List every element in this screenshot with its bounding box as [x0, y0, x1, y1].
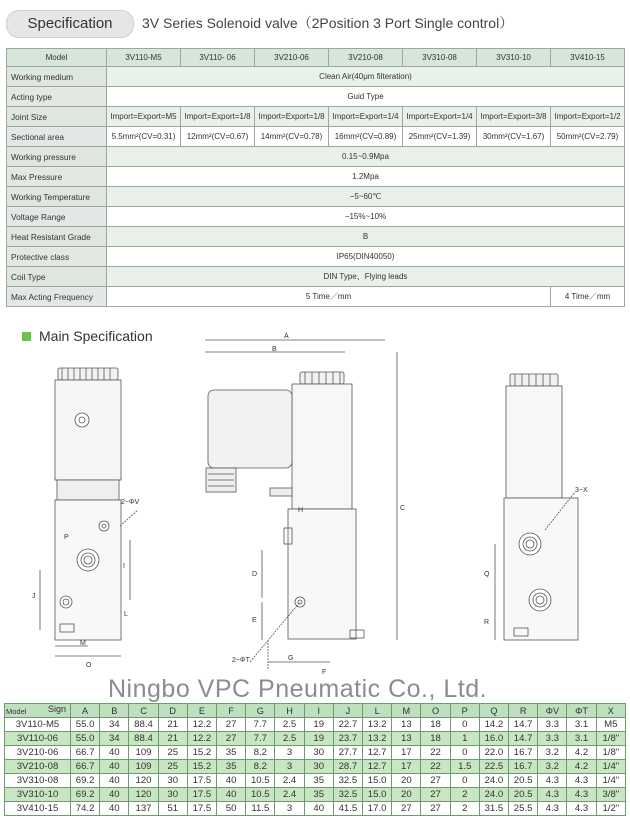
spec-value: 5 Time／mm	[107, 287, 551, 307]
value-cell: 40	[100, 746, 129, 760]
value-cell: 27	[421, 788, 450, 802]
model-label: Model	[7, 49, 107, 67]
spec-label: Max Pressure	[7, 167, 107, 187]
value-cell: 21	[158, 718, 187, 732]
value-cell: 1/4"	[596, 774, 625, 788]
spec-row-voltage-range	[7, 207, 625, 227]
value-cell: 13	[392, 718, 421, 732]
column-header: J	[333, 704, 362, 718]
spec-value: Guid Type	[107, 87, 625, 107]
spec-row-working-temperature	[7, 187, 625, 207]
value-cell: 3.1	[567, 732, 596, 746]
value-cell: 3.2	[538, 760, 567, 774]
value-cell: 17.0	[363, 802, 392, 816]
value-cell: 4.3	[567, 774, 596, 788]
model-cell: 3V210-08	[329, 49, 403, 67]
spec-label: Protective class	[7, 247, 107, 267]
spec-label: Acting type	[7, 87, 107, 107]
value-cell: 4.2	[567, 746, 596, 760]
value-cell: 15.2	[187, 760, 216, 774]
spec-value: 25mm²(CV=1.39)	[403, 127, 477, 147]
column-header: L	[363, 704, 392, 718]
value-cell: 27	[217, 718, 246, 732]
value-cell: 1.5	[450, 760, 479, 774]
column-header: O	[421, 704, 450, 718]
value-cell: 2.4	[275, 774, 304, 788]
spec-value: Import=Export=1/4	[329, 107, 403, 127]
value-cell: 35	[217, 760, 246, 774]
value-cell: 13	[392, 732, 421, 746]
label-e: E	[252, 617, 257, 624]
value-cell: M5	[596, 718, 625, 732]
value-cell: 34	[100, 732, 129, 746]
label-d: D	[252, 571, 258, 578]
value-cell: 20	[392, 774, 421, 788]
value-cell: 2	[450, 802, 479, 816]
value-cell: 4.3	[567, 788, 596, 802]
value-cell: 7.7	[246, 718, 275, 732]
value-cell: 25.5	[509, 802, 538, 816]
column-header: C	[129, 704, 158, 718]
value-cell: 2	[450, 788, 479, 802]
spec-value: Import=Export=M5	[107, 107, 181, 127]
value-cell: 28.7	[333, 760, 362, 774]
spec-row-joint-size	[7, 107, 625, 127]
value-cell: 17	[392, 760, 421, 774]
value-cell: 22.7	[333, 718, 362, 732]
value-cell: 13.2	[363, 732, 392, 746]
label-a: A	[284, 333, 289, 340]
column-header: Q	[479, 704, 508, 718]
main-spec-title: Main Specification	[39, 328, 153, 344]
value-cell: 32.5	[333, 774, 362, 788]
spec-value: −15%~10%	[107, 207, 625, 227]
spec-row-sectional-area	[7, 127, 625, 147]
table-row	[5, 802, 626, 816]
model-heading: Model	[6, 707, 27, 716]
spec-value: Clean Air(40μm filteration)	[107, 67, 625, 87]
value-cell: 27	[421, 802, 450, 816]
value-cell: 30	[304, 746, 333, 760]
value-cell: 74.2	[71, 802, 100, 816]
value-cell: 51	[158, 802, 187, 816]
dim-header-row	[5, 704, 626, 718]
spec-value: 12mm²(CV=0.67)	[181, 127, 255, 147]
value-cell: 17.5	[187, 802, 216, 816]
value-cell: 15.0	[363, 788, 392, 802]
value-cell: 40	[217, 788, 246, 802]
spec-value: 16mm²(CV=0.89)	[329, 127, 403, 147]
model-cell: 3V110-06	[5, 732, 71, 746]
spec-value: B	[107, 227, 625, 247]
value-cell: 24.0	[479, 788, 508, 802]
value-cell: 35	[217, 746, 246, 760]
value-cell: 15.0	[363, 774, 392, 788]
value-cell: 4.2	[567, 760, 596, 774]
value-cell: 14.2	[479, 718, 508, 732]
spec-value-last: 4 Time／mm	[551, 287, 625, 307]
value-cell: 20.5	[509, 774, 538, 788]
table-row	[5, 788, 626, 802]
specification-tab: Specification	[6, 10, 134, 38]
spec-label: Working pressure	[7, 147, 107, 167]
value-cell: 2.5	[275, 732, 304, 746]
model-cell: 3V110- 06	[181, 49, 255, 67]
sign-heading: Sign	[47, 704, 66, 714]
value-cell: 40	[100, 774, 129, 788]
spec-value: 14mm²(CV=0.78)	[255, 127, 329, 147]
value-cell: 40	[100, 802, 129, 816]
value-cell: 18	[421, 718, 450, 732]
value-cell: 13.2	[363, 718, 392, 732]
value-cell: 3.3	[538, 732, 567, 746]
value-cell: 120	[129, 788, 158, 802]
spec-value: IP65(DIN40050)	[107, 247, 625, 267]
value-cell: 27	[421, 774, 450, 788]
value-cell: 137	[129, 802, 158, 816]
value-cell: 25	[158, 760, 187, 774]
spec-row-heat-resistant	[7, 227, 625, 247]
value-cell: 22	[421, 760, 450, 774]
value-cell: 17.5	[187, 774, 216, 788]
value-cell: 69.2	[71, 788, 100, 802]
value-cell: 3	[275, 746, 304, 760]
value-cell: 40	[217, 774, 246, 788]
table-row	[5, 746, 626, 760]
value-cell: 20.5	[509, 788, 538, 802]
value-cell: 12.7	[363, 746, 392, 760]
value-cell: 17.5	[187, 788, 216, 802]
spec-value: 1.2Mpa	[107, 167, 625, 187]
spec-value: Import=Export=3/8	[477, 107, 551, 127]
dimension-table	[4, 703, 626, 816]
value-cell: 40	[100, 788, 129, 802]
value-cell: 4.3	[538, 774, 567, 788]
spec-row-working-medium	[7, 67, 625, 87]
column-header: ΦT	[567, 704, 596, 718]
value-cell: 18	[421, 732, 450, 746]
model-cell: 3V310-10	[477, 49, 551, 67]
value-cell: 3.1	[567, 718, 596, 732]
value-cell: 21	[158, 732, 187, 746]
value-cell: 16.7	[509, 746, 538, 760]
value-cell: 17	[392, 746, 421, 760]
value-cell: 11.5	[246, 802, 275, 816]
spec-model-row	[7, 49, 625, 67]
spec-value: DIN Type、Flying leads	[107, 267, 625, 287]
spec-row-max-pressure	[7, 167, 625, 187]
value-cell: 50	[217, 802, 246, 816]
value-cell: 12.7	[363, 760, 392, 774]
spec-label: Working medium	[7, 67, 107, 87]
spec-label: Joint Size	[7, 107, 107, 127]
value-cell: 2.4	[275, 788, 304, 802]
value-cell: 109	[129, 760, 158, 774]
column-header: I	[304, 704, 333, 718]
spec-value: Import=Export=1/8	[181, 107, 255, 127]
value-cell: 2.5	[275, 718, 304, 732]
spec-value: Import=Export=1/8	[255, 107, 329, 127]
side-view	[205, 340, 397, 670]
value-cell: 69.2	[71, 774, 100, 788]
label-b: B	[272, 346, 277, 353]
table-row	[5, 732, 626, 746]
table-row	[5, 718, 626, 732]
spec-value: Import=Export=1/2	[551, 107, 625, 127]
value-cell: 0	[450, 774, 479, 788]
model-cell: 3V110-M5	[107, 49, 181, 67]
value-cell: 19	[304, 718, 333, 732]
model-cell: 3V310-08	[403, 49, 477, 67]
value-cell: 27	[217, 732, 246, 746]
spec-label: Voltage Range	[7, 207, 107, 227]
label-g: G	[288, 655, 294, 662]
spec-value: 30mm²(CV=1.67)	[477, 127, 551, 147]
value-cell: 88.4	[129, 718, 158, 732]
model-cell: 3V410-15	[5, 802, 71, 816]
value-cell: 34	[100, 718, 129, 732]
label-3x: 3−X	[575, 487, 588, 494]
value-cell: 31.5	[479, 802, 508, 816]
value-cell: 4.3	[538, 802, 567, 816]
value-cell: 35	[304, 774, 333, 788]
column-header: R	[509, 704, 538, 718]
spec-header	[6, 10, 626, 40]
value-cell: 27	[392, 802, 421, 816]
label-q: Q	[484, 571, 490, 578]
label-j: J	[32, 593, 36, 600]
column-header: X	[596, 704, 625, 718]
value-cell: 109	[129, 746, 158, 760]
spec-label: Sectional area	[7, 127, 107, 147]
spec-title: 3V Series Solenoid valve（2Position 3 Port Single control）	[142, 15, 514, 31]
column-header: G	[246, 704, 275, 718]
value-cell: 19	[304, 732, 333, 746]
label-m: M	[80, 640, 86, 647]
value-cell: 16.0	[479, 732, 508, 746]
spec-label: Working Temperature	[7, 187, 107, 207]
value-cell: 7.7	[246, 732, 275, 746]
value-cell: 12.2	[187, 732, 216, 746]
model-cell: 3V310-10	[5, 788, 71, 802]
value-cell: 22.5	[479, 760, 508, 774]
value-cell: 1	[450, 732, 479, 746]
spec-row-max-frequency	[7, 287, 625, 307]
value-cell: 23.7	[333, 732, 362, 746]
spec-value: 50mm²(CV=2.79)	[551, 127, 625, 147]
spec-row-protective-class	[7, 247, 625, 267]
table-row	[5, 760, 626, 774]
value-cell: 120	[129, 774, 158, 788]
spec-row-acting-type	[7, 87, 625, 107]
column-header: B	[100, 704, 129, 718]
value-cell: 55.0	[71, 718, 100, 732]
value-cell: 3/8"	[596, 788, 625, 802]
value-cell: 3.2	[538, 746, 567, 760]
sign-model-cell	[5, 704, 71, 718]
value-cell: 3	[275, 802, 304, 816]
value-cell: 40	[304, 802, 333, 816]
value-cell: 16.7	[509, 760, 538, 774]
model-cell: 3V310-08	[5, 774, 71, 788]
spec-value: −5~60℃	[107, 187, 625, 207]
spec-label: Heat Resistant Grade	[7, 227, 107, 247]
column-header: P	[450, 704, 479, 718]
column-header: A	[71, 704, 100, 718]
model-cell: 3V110-M5	[5, 718, 71, 732]
value-cell: 66.7	[71, 760, 100, 774]
label-f: F	[322, 669, 327, 676]
spec-value: 0.15~0.9Mpa	[107, 147, 625, 167]
label-p: P	[64, 534, 69, 541]
value-cell: 1/2"	[596, 802, 625, 816]
value-cell: 25	[158, 746, 187, 760]
value-cell: 30	[158, 774, 187, 788]
value-cell: 8.2	[246, 760, 275, 774]
company-name: Ningbo VPC Pneumatic Co., Ltd.	[108, 675, 488, 703]
column-header: D	[158, 704, 187, 718]
dim-table-body	[5, 718, 626, 816]
label-o: O	[86, 662, 92, 669]
spec-row-coil-type	[7, 267, 625, 287]
label-i: I	[123, 563, 125, 570]
value-cell: 15.2	[187, 746, 216, 760]
value-cell: 0	[450, 746, 479, 760]
value-cell: 32.5	[333, 788, 362, 802]
value-cell: 30	[158, 788, 187, 802]
value-cell: 35	[304, 788, 333, 802]
value-cell: 88.4	[129, 732, 158, 746]
column-header: M	[392, 704, 421, 718]
value-cell: 30	[304, 760, 333, 774]
label-r: R	[484, 619, 490, 626]
table-row	[5, 774, 626, 788]
value-cell: 12.2	[187, 718, 216, 732]
value-cell: 0	[450, 718, 479, 732]
specification-table	[6, 48, 625, 307]
value-cell: 3.3	[538, 718, 567, 732]
value-cell: 24.0	[479, 774, 508, 788]
spec-label: Max Acting Frequency	[7, 287, 107, 307]
value-cell: 14.7	[509, 718, 538, 732]
model-cell: 3V210-08	[5, 760, 71, 774]
value-cell: 22.0	[479, 746, 508, 760]
value-cell: 22	[421, 746, 450, 760]
value-cell: 55.0	[71, 732, 100, 746]
column-header: H	[275, 704, 304, 718]
value-cell: 10.5	[246, 788, 275, 802]
label-phi-v: 2−ΦV	[121, 499, 140, 506]
value-cell: 14.7	[509, 732, 538, 746]
model-cell: 3V210-06	[255, 49, 329, 67]
label-h: H	[298, 507, 304, 514]
spec-row-working-pressure	[7, 147, 625, 167]
value-cell: 27.7	[333, 746, 362, 760]
end-view	[495, 374, 578, 640]
label-l: L	[124, 611, 128, 618]
spec-value: 5.5mm²(CV=0.31)	[107, 127, 181, 147]
column-header: E	[187, 704, 216, 718]
value-cell: 4.3	[567, 802, 596, 816]
value-cell: 1/8"	[596, 746, 625, 760]
model-cell: 3V210-06	[5, 746, 71, 760]
value-cell: 1/8"	[596, 732, 625, 746]
label-c: C	[400, 505, 406, 512]
model-cell: 3V410-15	[551, 49, 625, 67]
spec-label: Coil Type	[7, 267, 107, 287]
spec-value: Import=Export=1/4	[403, 107, 477, 127]
value-cell: 20	[392, 788, 421, 802]
column-header: ΦV	[538, 704, 567, 718]
column-header: F	[217, 704, 246, 718]
value-cell: 4.3	[538, 788, 567, 802]
value-cell: 40	[100, 760, 129, 774]
value-cell: 66.7	[71, 746, 100, 760]
value-cell: 10.5	[246, 774, 275, 788]
value-cell: 1/4"	[596, 760, 625, 774]
value-cell: 8.2	[246, 746, 275, 760]
value-cell: 41.5	[333, 802, 362, 816]
value-cell: 3	[275, 760, 304, 774]
label-phi-t: 2−ΦT	[232, 657, 250, 664]
